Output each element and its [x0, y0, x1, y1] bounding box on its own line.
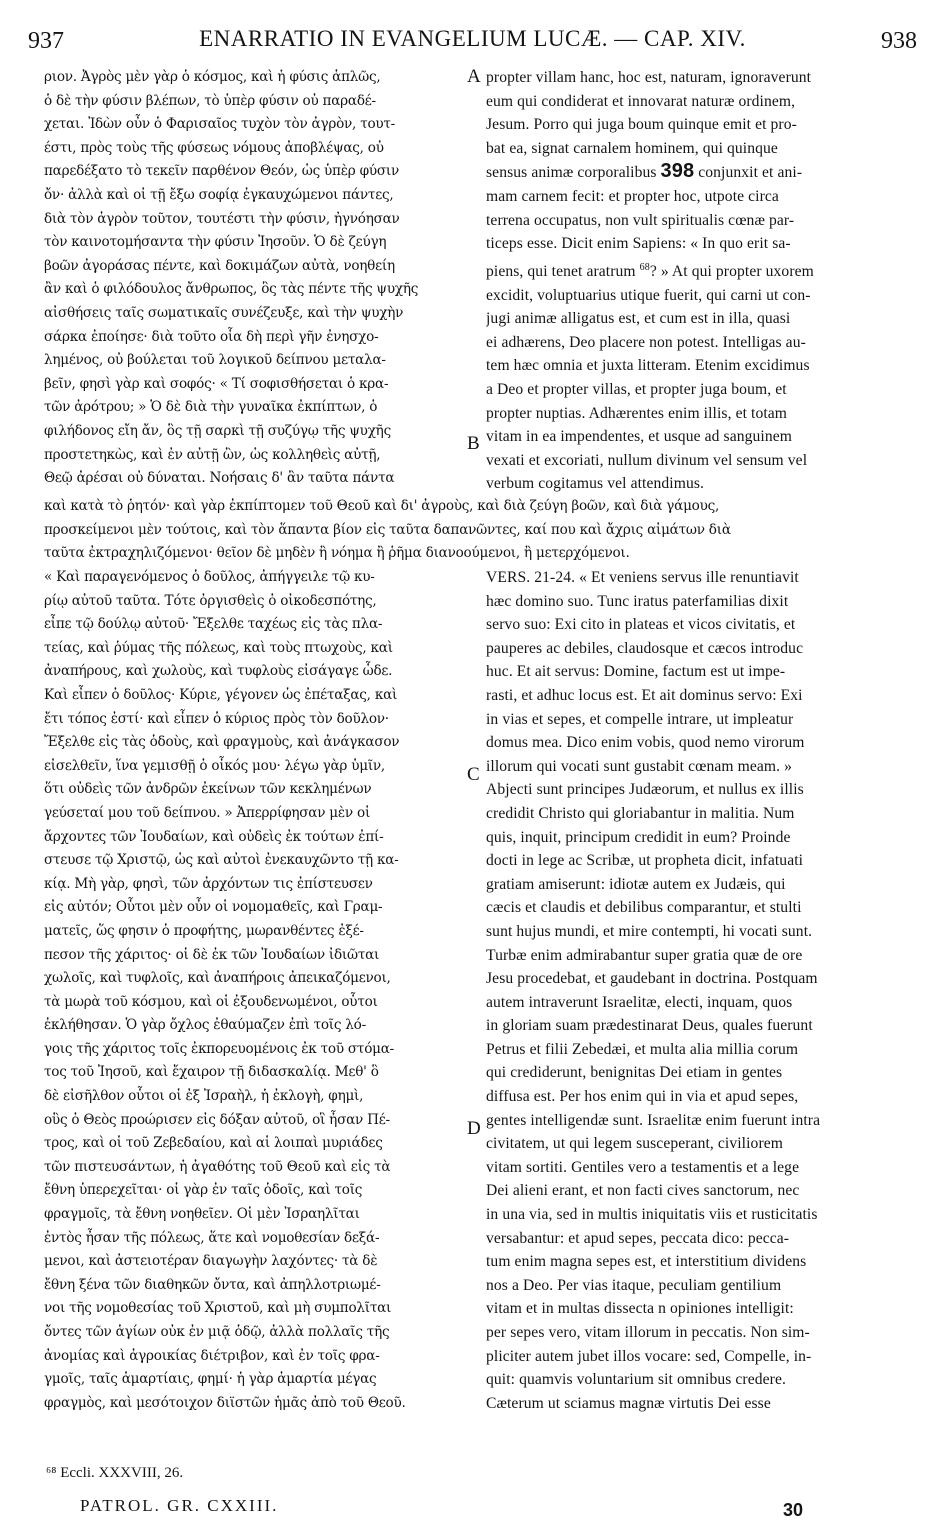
greek-text-line: προσκείμενοι μὲν τούτοις, καὶ τὸν ἅπαντα βίον εἰς ταῦτα δαπανῶντες, καί που καὶ ἄχρις αἱμάτων διὰ: [44, 521, 731, 538]
latin-text-line: cæcis et claudis et debilibus comparantur, et stulti: [486, 899, 802, 917]
greek-text-line: λημένος, οὐ βούλεται τοῦ λογικοῦ δείπνου μεταλα-: [44, 352, 386, 369]
latin-text-line: versabantur: et apud sepes, peccata dico: pecca-: [486, 1229, 790, 1247]
latin-text-line: credidit Christo qui gloriabantur in malitia. Num: [486, 804, 795, 822]
greek-text-line: ἀναπήρους, καὶ χωλοὺς, καὶ τυφλοὺς εἰσάγαγε ὧδε.: [44, 663, 393, 680]
latin-text-line: vitam sortiti. Gentiles vero a testamentis et a lege: [486, 1158, 800, 1176]
greek-column-bottom: [44, 566, 464, 1415]
latin-text-line: Abjecti sunt principes Judæorum, et nullus ex illis: [486, 781, 804, 799]
latin-text-line: tum enim magna sepes est, et interstitium dividens: [486, 1253, 807, 1271]
greek-text-line: « Καὶ παραγενόμενος ὁ δοῦλος, ἀπήγγειλε τῷ κυ-: [44, 569, 375, 585]
greek-text-line: τὸν καινοτομήσαντα τὴν φύσιν Ἰησοῦν. Ὁ δὲ ζεύγη: [44, 234, 387, 251]
greek-text-line: εἰσελθεῖν, ἵνα γεμισθῇ ὁ οἶκός μου· λέγω γὰρ ὑμῖν,: [44, 757, 386, 774]
printer-signature: PATROL. GR. CXXIII.: [80, 1496, 279, 1515]
greek-text-line: προστετηκὼς, καὶ ἐν αὐτῇ ὢν, ὡς κολληθεὶς αὐτῇ,: [44, 446, 381, 463]
greek-text-line: στευσε τῷ Χριστῷ, ὡς καὶ αὐτοὶ ἐνεκαυχῶντο τῇ κα-: [44, 852, 399, 869]
latin-text-line: vitam in ea impendentes, et usque ad sanguinem: [486, 428, 792, 446]
greek-column-top: [44, 66, 464, 491]
greek-text-line: διὰ τὸν ἀγρὸν τοῦτον, τουτέστι τὴν φύσιν, ἠγνόησαν: [44, 210, 400, 227]
running-head: [28, 22, 917, 56]
latin-text-line: Petrus et filii Zebedæi, et multa alia millia corum: [486, 1040, 799, 1058]
margin-letter-d: D: [467, 1118, 481, 1139]
greek-fullwidth-text: [44, 495, 906, 566]
greek-text-line: ὄν· ἀλλὰ καὶ οἱ τῇ ἔξω σοφίᾳ ἐγκαυχώμενοι πάντες,: [44, 186, 394, 203]
latin-text-line: nos a Deo. Per vias itaque, peculiam gentilium: [486, 1276, 782, 1294]
latin-text-line: per sepes vero, vitam illorum in peccatis. Non sim-: [486, 1324, 810, 1341]
greek-text-line: βοῶν ἀγοράσας πέντε, καὶ δοκιμάζων αὐτὰ, νοηθείη: [44, 257, 395, 274]
greek-text-line: δὲ εἰσῆλθον οὗτοι οἱ ἐξ Ἰσραὴλ, ἡ ἐκλογὴ, φημὶ,: [44, 1088, 364, 1105]
latin-text-line: in vias et sepes, et compelle intrare, ut impleatur: [486, 710, 794, 728]
latin-text-line: sensus animæ corporalibus 398 conjunxit et ani-: [486, 160, 803, 183]
latin-text-line: a Deo et propter villas, et propter juga boum, et: [486, 380, 787, 398]
latin-text-line: pauperes ac debiles, claudosque et cæcos introduc: [486, 639, 804, 657]
page-number-right: 938: [881, 28, 917, 54]
greek-text-line: χεται. Ἰδὼν οὖν ὁ Φαρισαῖος τυχὸν τὸν ἀγρὸν, τουτ-: [44, 116, 396, 133]
latin-text-line: propter villam hanc, hoc est, naturam, ignoraverunt: [486, 69, 812, 86]
latin-text-line: pliciter autem jubet illos vocare: sed, Compelle, in-: [486, 1347, 812, 1365]
greek-text-line: ρίῳ αὐτοῦ ταῦτα. Τότε ὀργισθεὶς ὁ οἰκοδεσπότης,: [44, 592, 377, 609]
greek-text-line: εἰς αὐτόν; Οὗτοι μὲν οὖν οἱ νομομαθεῖς, καὶ Γραμ-: [44, 899, 383, 916]
latin-text-line: bat ea, signat carnalem hominem, qui quinque: [486, 139, 778, 157]
latin-text-line: docti in lege ac Scribæ, ut propheta dicit, infatuati: [486, 852, 804, 870]
sheet-number: 30: [782, 1500, 803, 1520]
greek-text-line: ἂν καὶ ὁ φιλόδουλος ἄνθρωπος, ὃς τὰς πέντε τῆς ψυχῆς: [44, 281, 419, 298]
latin-text-line: diffusa est. Per hos enim qui in via et apud sepes,: [486, 1088, 799, 1106]
latin-text-line: tem hæc omnia et juxta litteram. Etenim excidimus: [486, 357, 810, 375]
latin-text-line: civitatem, ut qui legem susceperant, civiliorem: [486, 1135, 783, 1153]
latin-text-line: servo suo: Exi cito in plateas et vicos civitatis, et: [486, 616, 796, 634]
latin-text-line: sunt hujus mundi, et mire contempti, hi vocati sunt.: [486, 922, 813, 940]
greek-text-line: σάρκα ἐποίησε· διὰ τοῦτο οἷα δὴ περὶ γῆν ἐνησχο-: [44, 328, 379, 345]
greek-text-line: τείας, καὶ ῥύμας τῆς πόλεως, καὶ τοὺς πτωχοὺς, καὶ: [44, 639, 393, 656]
latin-text-line: gratiam amiserunt: idiotæ autem ex Judæis, qui: [486, 875, 786, 893]
greek-text-line: τὰ μωρὰ τοῦ κόσμου, καὶ οἱ ἐξουδενωμένοι, οὗτοι: [44, 993, 378, 1010]
greek-text-line: χωλοῖς, καὶ τυφλοῖς, καὶ ἀναπήροις ἀπεικαζόμενοι,: [44, 970, 391, 987]
latin-column-bottom: [486, 566, 906, 1415]
greek-text-line: ταῦτα ἐκτραχηλιζόμενοι· θεῖον δὲ μηδὲν ἢ νόημα ἢ ῥῆμα διανοούμενοι, ἢ μετερχόμενοι.: [44, 545, 630, 562]
latin-text-line: mam carnem fecit: et propter hoc, utpote circa: [486, 187, 779, 205]
latin-text-line: in gloriam suam prædestinarat Deus, quales fuerunt: [486, 1017, 813, 1035]
greek-text-line: φραγμὸς, καὶ μεσότοιχον διϊστῶν ἡμᾶς ἀπὸ τοῦ Θεοῦ.: [44, 1394, 406, 1411]
greek-text-line: Ἔξελθε εἰς τὰς ὁδοὺς, καὶ φραγμοὺς, καὶ ἀνάγκασον: [44, 734, 400, 751]
latin-text-line: vexati et excoriati, nullum divinum vel sensum vel: [486, 451, 808, 469]
greek-text-line: εἶπε τῷ δούλῳ αὐτοῦ· Ἔξελθε ταχέως εἰς τὰς πλα-: [44, 616, 383, 633]
margin-letter-a: A: [467, 66, 481, 87]
latin-text-line: quit: quamvis voluntarium sit omnibus credere.: [486, 1371, 786, 1389]
latin-text-line: excidit, voluptuarius utique fuerit, qui carni ut con-: [486, 286, 811, 304]
greek-text-line: τρος, καὶ οἱ τοῦ Ζεβεδαίου, καὶ αἱ λοιπαὶ μυριάδες: [44, 1135, 383, 1152]
latin-text-line: gentes intelligendæ sunt. Israelitæ enim fuerunt intra: [486, 1111, 821, 1129]
greek-text-line: παρεδέξατο τὸ τεκεῖν παρθένον Θεόν, ὡς ὑπὲρ φύσιν: [44, 163, 399, 180]
latin-text-line: Dei alieni erant, et non facti cives sanctorum, nec: [486, 1182, 800, 1200]
greek-text-line: ὅτι οὐδεὶς τῶν ἀνδρῶν ἐκείνων τῶν κεκλημένων: [44, 781, 372, 798]
greek-text-line: κίᾳ. Μὴ γὰρ, φησὶ, τῶν ἀρχόντων τις ἐπίστευσεν: [44, 875, 373, 892]
latin-text-line: Turbæ enim admirabantur super gratia quæ de ore: [486, 946, 803, 964]
latin-text-line: Jesum. Porro qui juga boum quinque emit et pro-: [486, 116, 797, 134]
greek-text-line: ἀνομίας καὶ ἀγροικίας διέτριβον, καὶ ἐν τοῖς φρα-: [44, 1347, 380, 1364]
page-number-left: 937: [28, 28, 64, 54]
latin-text-line: propter nuptias. Adhærentes enim illis, et totam: [486, 404, 788, 422]
latin-text-line: domus mea. Dico enim vobis, quod nemo virorum: [486, 734, 805, 752]
greek-text-line: ματεῖς, ὥς φησιν ὁ προφήτης, μωρανθέντες ἐξέ-: [44, 922, 364, 939]
greek-text-line: τῶν ἀρότρου; » Ὁ δὲ διὰ τὴν γυναῖκα ἐκπίπτων, ὁ: [44, 399, 378, 416]
latin-text-line: vitam et in multas dissecta n opiniones intelligit:: [486, 1300, 794, 1318]
footnote: ⁶⁸ Eccli. XXXVIII, 26.: [46, 1465, 184, 1481]
greek-text-line: τος τοῦ Ἰησοῦ, καὶ ἔχαιρον τῇ διδασκαλίᾳ. Μεθ' ὃ: [44, 1064, 379, 1081]
latin-text-line: piens, qui tenet aratrum $^{68}$? » At qui propter uxorem: [486, 261, 814, 280]
footnote-reference: 68: [639, 261, 650, 273]
latin-text-line: terrena occupatus, non vult spiritualis cœnæ par-: [486, 211, 795, 229]
greek-text-line: φραγμοῖς, τὰ ἔθνη νοηθεῖεν. Οἱ μὲν Ἰσραηλῖται: [44, 1206, 360, 1223]
latin-text-line: ei adhærens, Deo placere non potest. Intelligas au-: [486, 333, 806, 351]
greek-text-line: ἐκλήθησαν. Ὁ γὰρ ὄχλος ἐθαύμαζεν ἐπὶ τοῖς λό-: [44, 1017, 366, 1034]
greek-text-line: ἄρχοντες τῶν Ἰουδαίων, καὶ οὐδεὶς ἐκ τούτων ἐπί-: [44, 828, 384, 845]
greek-text-line: ὄντες τῶν ἁγίων οὐκ ἐν μιᾷ ὁδῷ, ἀλλὰ πολλαῖς τῆς: [44, 1324, 390, 1340]
greek-text-line: γεύσεταί μου τοῦ δείπνου. » Ἀπερρίφησαν μὲν οἱ: [44, 804, 371, 821]
margin-letter-b: B: [467, 433, 480, 454]
latin-text-line: illorum qui vocati sunt gustabit cœnam meam. »: [486, 757, 793, 775]
greek-text-line: ριον. Ἀγρὸς μὲν γὰρ ὁ κόσμος, καὶ ἡ φύσις ἁπλῶς,: [44, 69, 381, 85]
greek-text-line: έστι, πρὸς τοὺς τῆς φύσεως νόμους ἀποβλέψας, οὐ: [44, 139, 384, 156]
latin-text-line: hæc domino suo. Tunc iratus paterfamilias dixit: [486, 592, 789, 610]
latin-text-line: quis, inquit, principum credidit in eum? Proinde: [486, 828, 791, 846]
greek-text-line: γμοῖς, ταῖς ἁμαρτίαις, φημί· ἡ γὰρ ἁμαρτία μέγας: [44, 1371, 377, 1388]
page-title: ENARRATIO IN EVANGELIUM LUCÆ. — CAP. XIV.: [199, 26, 746, 51]
greek-text-line: ἔτι τόπος ἐστί· καὶ εἶπεν ὁ κύριος πρὸς τὸν δοῦλον·: [44, 710, 389, 727]
latin-text-line: jugi animæ alligatus est, et cum est in illa, quasi: [486, 310, 791, 328]
greek-text-line: ἐντὸς ἦσαν τῆς πόλεως, ἅτε καὶ νομοθεσίαν δεξά-: [44, 1229, 380, 1246]
latin-text-line: VERS. 21-24. « Et veniens servus ille renuntiavit: [486, 569, 799, 586]
latin-text-line: in una via, sed in multis iniquitatis viis et rusticitatis: [486, 1206, 818, 1224]
greek-text-line: βεῖν, φησὶ γὰρ καὶ σοφός· « Τί σοφισθήσεται ὁ κρα-: [44, 375, 389, 392]
latin-text-line: rasti, et adhuc locus est. Et ait dominus servo: Exi: [486, 686, 803, 704]
latin-text-line: eum qui condiderat et innovarat naturæ ordinem,: [486, 92, 796, 110]
latin-column-top: [486, 66, 906, 496]
column-number: 398: [660, 160, 695, 183]
latin-text-line: ticeps esse. Dicit enim Sapiens: « In quo erit sa-: [486, 235, 791, 253]
greek-text-line: νοι τῆς νομοθεσίας τοῦ Χριστοῦ, καὶ μὴ συμπολῖται: [44, 1300, 392, 1317]
greek-text-line: μενοι, καὶ ἀστειοτέραν διαγωγὴν λαχόντες· τὰ δὲ: [44, 1253, 378, 1270]
greek-text-line: γοις τῆς χάριτος τοῖς ἐκπορευομένοις ἐκ τοῦ στόμα-: [44, 1040, 394, 1057]
greek-text-line: οὓς ὁ Θεὸς προώρισεν εἰς δόξαν αὐτοῦ, οἳ ἦσαν Πέ-: [44, 1111, 390, 1128]
latin-text-line: verbum cogitamus vel attendimus.: [486, 475, 705, 493]
greek-text-line: φιλήδονος εἴη ἄν, ὃς τῇ σαρκὶ τῇ συζύγῳ τῆς ψυχῆς: [44, 422, 391, 439]
greek-text-line: καὶ κατὰ τὸ ῥητόν· καὶ γὰρ ἐκπίπτομεν τοῦ Θεοῦ καὶ δι' ἀγροὺς, καὶ διὰ ζεύγη βοῶν, καὶ διὰ γάμους,: [44, 498, 720, 514]
latin-text-line: qui crediderunt, benignitas Dei etiam in gentes: [486, 1064, 783, 1082]
greek-text-line: Καὶ εἶπεν ὁ δοῦλος· Κύριε, γέγονεν ὡς ἐπέταξας, καὶ: [44, 686, 398, 703]
greek-text-line: ὁ δὲ τὴν φύσιν βλέπων, τὸ ὑπὲρ φύσιν οὐ παραδέ-: [44, 92, 376, 109]
latin-text-line: Cæterum ut sciamus magnæ virtutis Dei esse: [486, 1394, 771, 1412]
margin-letter-c: C: [467, 764, 480, 785]
latin-text-line: Jesu procedebat, et gaudebant in doctrina. Postquam: [486, 970, 818, 988]
greek-text-line: ἔθνη ὑπερεχεῖται· οἱ γὰρ ἐν ταῖς ὁδοῖς, καὶ τοῖς: [44, 1182, 363, 1199]
latin-text-line: huc. Et ait servus: Domine, factum est ut impe-: [486, 663, 786, 681]
greek-text-line: τῶν πιστευσάντων, ἡ ἀγαθότης τοῦ Θεοῦ καὶ εἰς τὰ: [44, 1158, 391, 1175]
greek-text-line: πεσον τῆς χάριτος· οἱ δὲ ἐκ τῶν Ἰουδαίων ἰδιῶται: [44, 946, 380, 963]
latin-text-line: autem intraverunt Israelitæ, electi, inquam, quos: [486, 993, 793, 1011]
greek-text-line: Θεῷ ἀρέσαι οὐ δύναται. Νοήσαις δ' ἂν ταῦτα πάντα: [44, 470, 395, 487]
greek-text-line: αἰσθήσεις ταῖς σωματικαῖς συνέζευξε, καὶ τὴν ψυχὴν: [44, 304, 404, 321]
greek-text-line: ἔθνη ξένα τῶν διαθηκῶν ὄντα, καὶ ἀπηλλοτριωμέ-: [44, 1276, 381, 1293]
